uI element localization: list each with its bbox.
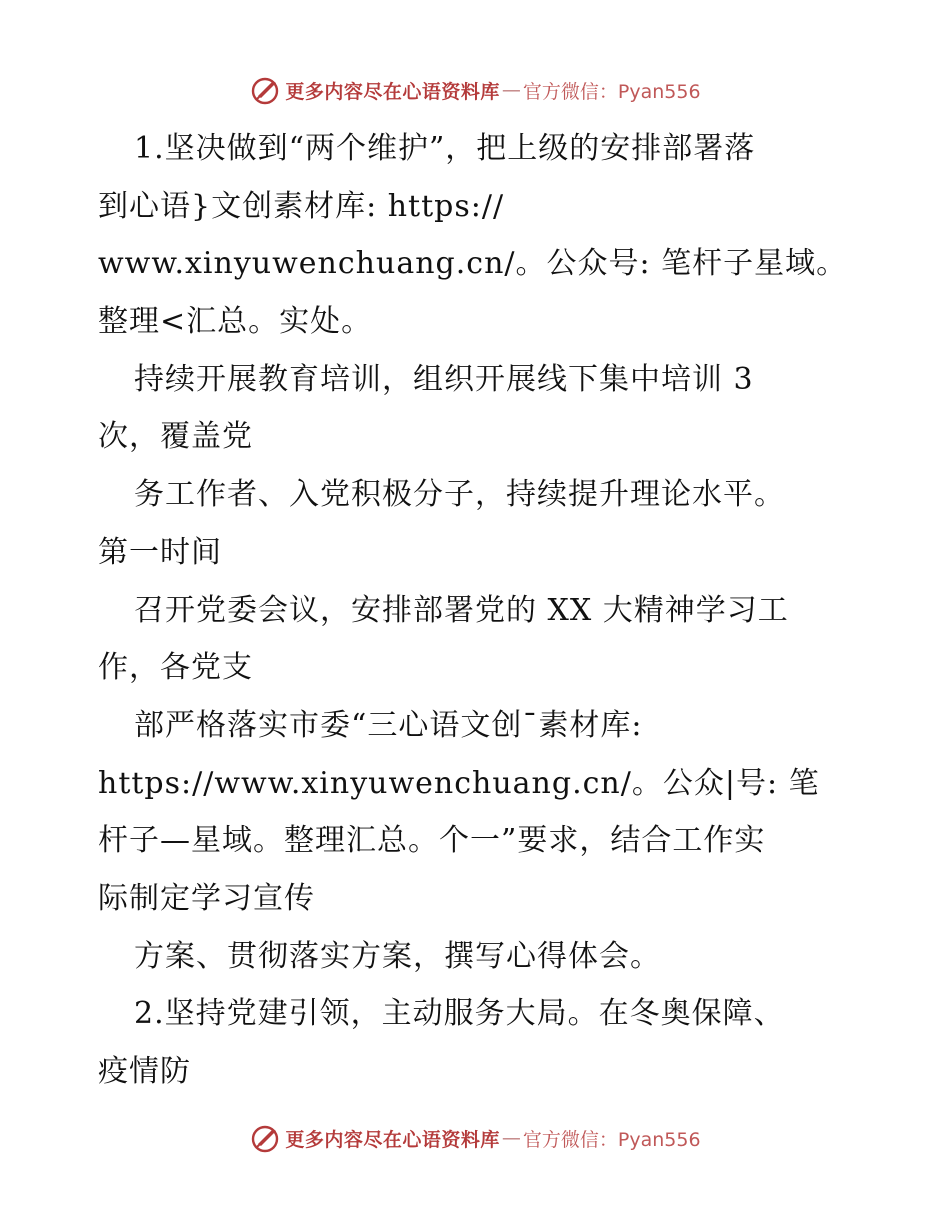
body-line: 整理<汇总。实处。 (98, 304, 373, 340)
document-body (98, 120, 868, 1101)
header-banner-text: 更多内容尽在心语资料库 (285, 80, 500, 103)
body-line: 到心语}文创素材库: https:// (98, 188, 505, 224)
body-line: 持续开展教育培训，组织开展线下集中培训 3 (134, 361, 754, 397)
body-line: 疫情防 (98, 1054, 191, 1089)
header-banner-dash: — (501, 79, 521, 101)
quill-pen-logo-icon (249, 1122, 281, 1154)
quill-pen-logo-icon (249, 74, 281, 106)
header-contact: 官方微信：Pyan556 (522, 80, 701, 103)
body-line: 1.坚决做到“两个维护”，把上级的安排部署落 (134, 131, 756, 166)
body-line: 杆子—星域。整理汇总。个一”要求，结合工作实 (98, 823, 766, 859)
footer-banner (0, 1118, 950, 1158)
body-line: 召开党委会议，安排部署党的 XX 大精神学习工 (134, 592, 789, 628)
body-line: 务工作者、入党积极分子，持续提升理论水平。 (134, 477, 785, 513)
body-line: 部严格落实市委“三心语文创¯素材库: (134, 707, 643, 743)
body-line: 2.坚持党建引领，主动服务大局。在冬奥保障、 (134, 996, 785, 1032)
header-banner (0, 70, 950, 110)
footer-contact: 官方微信：Pyan556 (522, 1128, 701, 1151)
body-line: www.xinyuwenchuang.cn/。公众号: 笔杆子星域。 (98, 246, 848, 282)
body-line: 方案、贯彻落实方案，撰写心得体会。 (134, 938, 661, 974)
body-line: 次，覆盖党 (98, 419, 253, 455)
body-line: 作，各党支 (98, 650, 253, 686)
body-line: 际制定学习宣传 (98, 880, 315, 916)
footer-banner-text: 更多内容尽在心语资料库 (285, 1128, 500, 1151)
footer-banner-dash: — (501, 1127, 521, 1149)
body-line: https://www.xinyuwenchuang.cn/。公众|号: 笔 (98, 765, 820, 801)
body-line: 第一时间 (98, 534, 222, 570)
